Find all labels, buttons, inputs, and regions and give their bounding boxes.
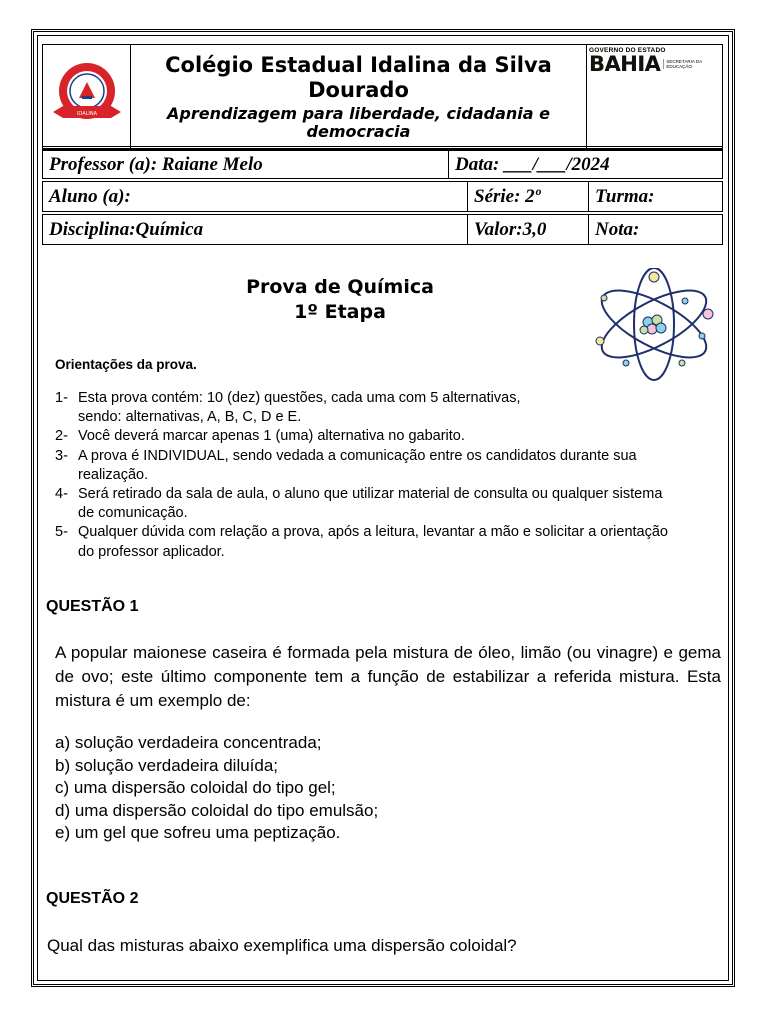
item-text: Você deverá marcar apenas 1 (uma) alternativa no gabarito. (78, 428, 465, 445)
option-c[interactable]: c) uma dispersão coloidal do tipo gel; (55, 778, 336, 798)
question-2-text: Qual das misturas abaixo exemplifica uma dispersão coloidal? (47, 936, 517, 955)
item-text-cont: realização. (78, 466, 149, 483)
student-name-field[interactable]: Aluno (a): (43, 182, 468, 211)
item-text: Esta prova contém: 10 (dez) questões, cada uma com 5 alternativas, (78, 390, 521, 406)
info-row-2 (42, 181, 723, 212)
gov-state: BAHIA (589, 52, 661, 76)
option-e[interactable]: e) um gel que sofreu uma peptização. (55, 823, 341, 843)
option-a[interactable]: a) solução verdadeira concentrada; (55, 733, 322, 752)
question-2-heading: QUESTÃO 2 (46, 890, 139, 907)
subject-field: Disciplina:Química (43, 215, 468, 244)
school-motto: Aprendizagem para liberdade, cidadania e democracia (167, 103, 550, 141)
list-item (55, 427, 725, 446)
exam-title: Prova de Química (246, 276, 434, 298)
list-item (55, 389, 725, 427)
item-text-cont: sendo: alternativas, A, B, C, D e E. (78, 409, 302, 426)
list-item (55, 485, 725, 523)
item-number: 4- (55, 486, 68, 503)
info-row-1 (42, 150, 723, 179)
item-number: 5- (55, 524, 68, 541)
item-text: Será retirado da sala de aula, o aluno que utilizar material de consulta ou qualquer sistema (78, 486, 663, 503)
school-seal-cell (43, 45, 131, 149)
score-field[interactable]: Nota: (595, 218, 640, 240)
bahia-gov-logo (587, 45, 722, 74)
list-item (55, 447, 725, 485)
atom-icon (588, 268, 718, 382)
question-1-text: A popular maionese caseira é formada pela mistura de óleo, limão (ou vinagre) e gema de ovo; este último componente tem a função de estabilizar a referida mistura. Esta mistura é um exemplo de: (55, 643, 721, 710)
question-1-options (55, 732, 378, 845)
info-row-3 (42, 214, 723, 245)
gov-logo-cell (587, 45, 723, 149)
gov-secretaria: SECRETARIA DA EDUCAÇÃO (663, 59, 704, 69)
value-field: Valor:3,0 (468, 215, 589, 244)
grade-field: Série: 2º (468, 182, 589, 211)
professor-field: Professor (a): Raiane Melo (43, 151, 449, 178)
item-number: 3- (55, 447, 68, 464)
item-text-cont: de comunicação. (78, 505, 188, 522)
school-title-cell (131, 45, 587, 149)
exam-stage: 1º Etapa (294, 301, 386, 323)
list-item (55, 523, 725, 561)
item-text-cont: do professor aplicador. (78, 543, 225, 560)
item-text: A prova é INDIVIDUAL, sendo vedada a comunicação entre os candidatos durante sua (78, 447, 637, 464)
option-b[interactable]: b) solução verdadeira diluída; (55, 755, 279, 775)
class-field[interactable]: Turma: (595, 185, 655, 207)
orientations-title: Orientações da prova. (55, 357, 197, 372)
school-seal-icon (49, 60, 125, 128)
gov-label: GOVERNO DO ESTADO (589, 47, 666, 54)
item-text: Qualquer dúvida com relação a prova, após a leitura, levantar a mão e solicitar a orientação (78, 524, 668, 541)
school-header (42, 44, 723, 149)
item-number: 1- (55, 390, 68, 406)
svg-text:IDALINA: IDALINA (76, 111, 97, 117)
option-d[interactable]: d) uma dispersão coloidal do tipo emulsão; (55, 800, 379, 820)
question-1-heading: QUESTÃO 1 (46, 598, 139, 615)
orientations-list (55, 389, 725, 562)
school-name: Colégio Estadual Idalina da Silva Dourado (165, 52, 552, 102)
date-field[interactable]: Data: ___/___/2024 (455, 153, 610, 175)
item-number: 2- (55, 428, 68, 445)
